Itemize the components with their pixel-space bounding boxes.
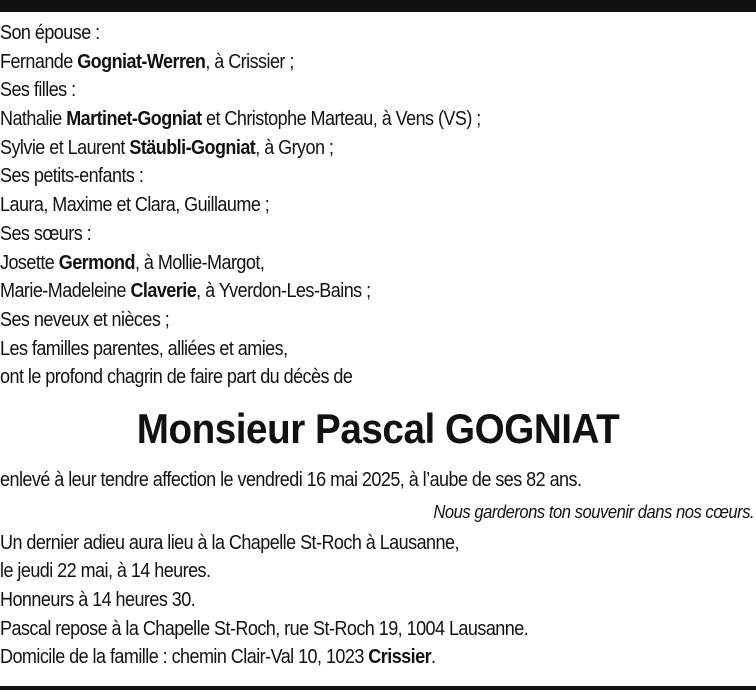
nephews-line: Ses neveux et nièces ; [0, 308, 170, 331]
sister2-first-name: Marie-Madeleine [0, 280, 126, 303]
daughter2-last-name: Stäubli-Gogniat [129, 136, 256, 159]
domicile-suffix: . [431, 646, 436, 669]
grandchildren-line: Laura, Maxime et Clara, Guillaume ; [0, 194, 270, 217]
deceased-name: Monsieur Pascal GOGNIAT [136, 404, 620, 452]
honours-line: Honneurs à 14 heures 30. [0, 589, 196, 611]
memorial-quote: Nous garderons ton souvenir dans nos cœurs. [433, 501, 755, 522]
domicile-place: Crissier [368, 646, 432, 669]
daughter1-rest: et Christophe Marteau, à Vens (VS) ; [206, 108, 481, 131]
death-line: enlevé à leur tendre affection le vendredi 16 mai 2025, à l’aube de ses 82 ans. [0, 468, 582, 491]
families-line: Les familles parentes, alliées et amies, [0, 337, 288, 360]
obituary-notice [0, 19, 756, 672]
bottom-rule [0, 686, 756, 690]
sister2-last-name: Claverie [130, 280, 197, 303]
sister2-line [0, 277, 680, 306]
daughter2-line [0, 134, 680, 163]
domicile-address: Domicile de la famille : chemin Clair-Val 10, 1023 [0, 646, 364, 669]
spouse-line [0, 48, 680, 77]
daughter1-first-name: Nathalie [0, 108, 62, 131]
sister1-first-name: Josette [0, 251, 55, 274]
repose-line: Pascal repose à la Chapelle St-Roch, rue St-Roch 19, 1004 Lausanne. [0, 617, 529, 640]
ceremony-line-1: Un dernier adieu aura lieu à la Chapelle St-Roch à Lausanne, [0, 531, 459, 554]
domicile-line [0, 643, 680, 672]
daughter2-first-names: Sylvie et Laurent [0, 136, 125, 159]
sister1-place: , à Mollie-Margot, [134, 251, 265, 274]
daughter1-last-name: Martinet-Gogniat [66, 108, 202, 131]
grandchildren-heading: Ses petits-enfants : [0, 165, 144, 188]
announcement-line: ont le profond chagrin de faire part du décès de [0, 366, 353, 389]
spouse-first-name: Fernande [0, 50, 73, 73]
sisters-heading: Ses sœurs : [0, 222, 92, 245]
spouse-heading: Son épouse : [0, 22, 100, 44]
daughter1-line [0, 105, 680, 134]
spouse-last-name: Gogniat-Werren [77, 50, 206, 73]
daughter2-place: , à Gryon ; [255, 136, 334, 159]
sister2-place: , à Yverdon-Les-Bains ; [196, 280, 371, 303]
top-rule [0, 0, 756, 12]
ceremony-line-2: le jeudi 22 mai, à 14 heures. [0, 560, 211, 583]
daughters-heading: Ses filles : [0, 79, 76, 102]
spouse-place: , à Crissier ; [205, 50, 294, 73]
sister1-line [0, 249, 680, 278]
sister1-last-name: Germond [58, 251, 135, 274]
